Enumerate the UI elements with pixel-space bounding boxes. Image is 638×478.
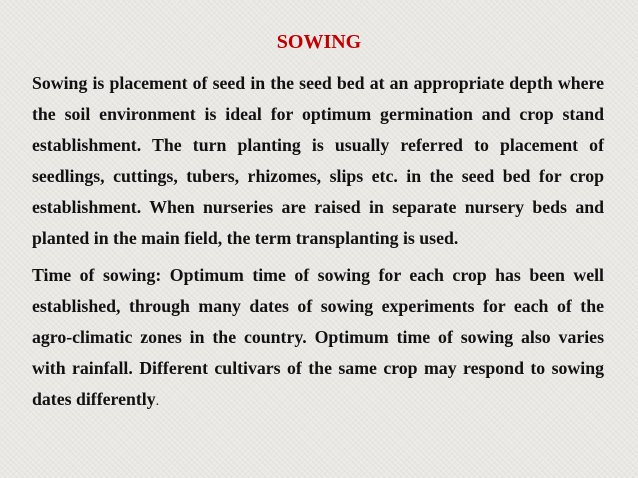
paragraph-time-of-sowing-text: Time of sowing: Optimum time of sowing for each crop has been well established, through many dates of sowing experiments for each of the agro-climatic zones in the country. Optimum time of sowing also varies with rainfall. Different cultivars of the same crop may respond to sowing dates differently <box>32 265 604 409</box>
slide-title: SOWING <box>276 31 362 53</box>
slide-body <box>32 68 604 417</box>
paragraph-sowing-definition: Sowing is placement of seed in the seed bed at an appropriate depth where the soil environment is ideal for optimum germination and crop stand establishment. The turn planting is usually referred to placement of seedlings, cuttings, tubers, rhizomes, slips etc. in the seed bed for crop establishment. When nurseries are raised in separate nursery beds and planted in the main field, the term transplanting is used. <box>32 73 604 248</box>
paragraph-time-of-sowing <box>32 260 604 417</box>
trailing-period: . <box>155 394 160 409</box>
